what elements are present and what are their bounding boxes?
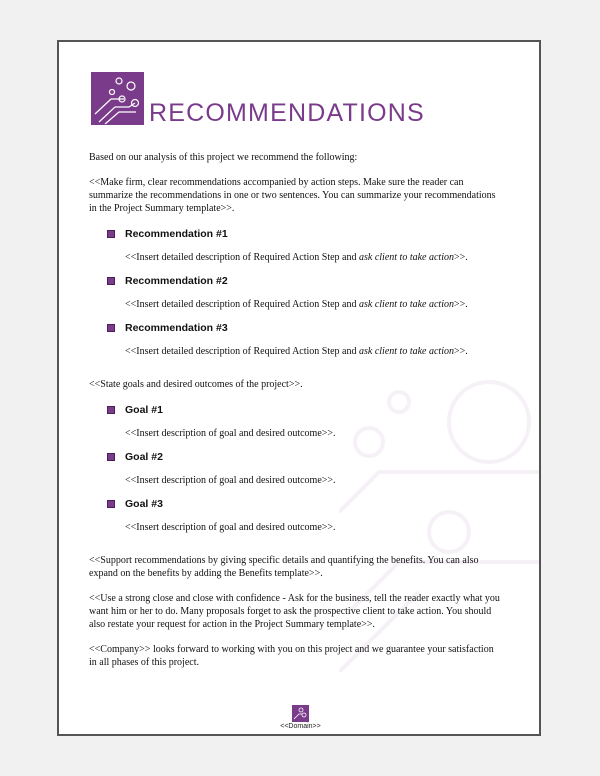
support-paragraph: <<Support recommendations by giving specific details and quantifying the benefits. You can also expand on the benefits by adding the Benefits template>>. <box>89 555 479 579</box>
square-bullet-icon <box>107 453 115 461</box>
footer-domain: <<Domain>> <box>280 723 321 730</box>
goal-item <box>89 403 501 440</box>
goal-title: Goal #1 <box>125 404 163 416</box>
goal-description: <<Insert description of goal and desired outcome>>. <box>125 522 336 533</box>
square-bullet-icon <box>107 324 115 332</box>
close-paragraph: <<Use a strong close and close with confidence - Ask for the business, tell the reader exactly what you want him or her to do. Many proposals forget to ask the prospective client to take action. You should also restate your request for action in the Project Summary template>>. <box>89 593 500 630</box>
recommendation-item <box>89 274 501 311</box>
goal-item <box>89 450 501 487</box>
goal-description: <<Insert description of goal and desired outcome>>. <box>125 475 336 486</box>
goals-intro-paragraph: <<State goals and desired outcomes of the project>>. <box>89 379 303 390</box>
footer-logo-icon <box>292 705 309 722</box>
recommendation-item <box>89 227 501 264</box>
recommendation-description: <<Insert detailed description of Required Action Step and ask client to take action>>. <box>125 299 468 310</box>
goal-description: <<Insert description of goal and desired outcome>>. <box>125 428 336 439</box>
square-bullet-icon <box>107 500 115 508</box>
recommendation-item <box>89 321 501 358</box>
recommendation-title: Recommendation #1 <box>125 228 228 240</box>
company-paragraph: <<Company>> looks forward to working with you on this project and we guarantee your satisfaction in all phases of this project. <box>89 644 494 668</box>
page-title: RECOMMENDATIONS <box>149 99 425 127</box>
document-body <box>89 151 501 681</box>
document-page <box>57 40 541 736</box>
recommendation-title: Recommendation #3 <box>125 322 228 334</box>
goal-title: Goal #2 <box>125 451 163 463</box>
goal-title: Goal #3 <box>125 498 163 510</box>
recommendation-title: Recommendation #2 <box>125 275 228 287</box>
recommendation-description: <<Insert detailed description of Required Action Step and ask client to take action>>. <box>125 252 468 263</box>
recommendation-description: <<Insert detailed description of Required Action Step and ask client to take action>>. <box>125 346 468 357</box>
square-bullet-icon <box>107 230 115 238</box>
square-bullet-icon <box>107 277 115 285</box>
instructions-paragraph: <<Make firm, clear recommendations accompanied by action steps. Make sure the reader can summarize the recommendations in one or two sentences. You can summarize your recommendations in the Project Summary template>>. <box>89 177 496 214</box>
circuit-logo-icon <box>91 72 144 125</box>
square-bullet-icon <box>107 406 115 414</box>
goal-item <box>89 497 501 534</box>
intro-paragraph: Based on our analysis of this project we recommend the following: <box>89 152 358 163</box>
